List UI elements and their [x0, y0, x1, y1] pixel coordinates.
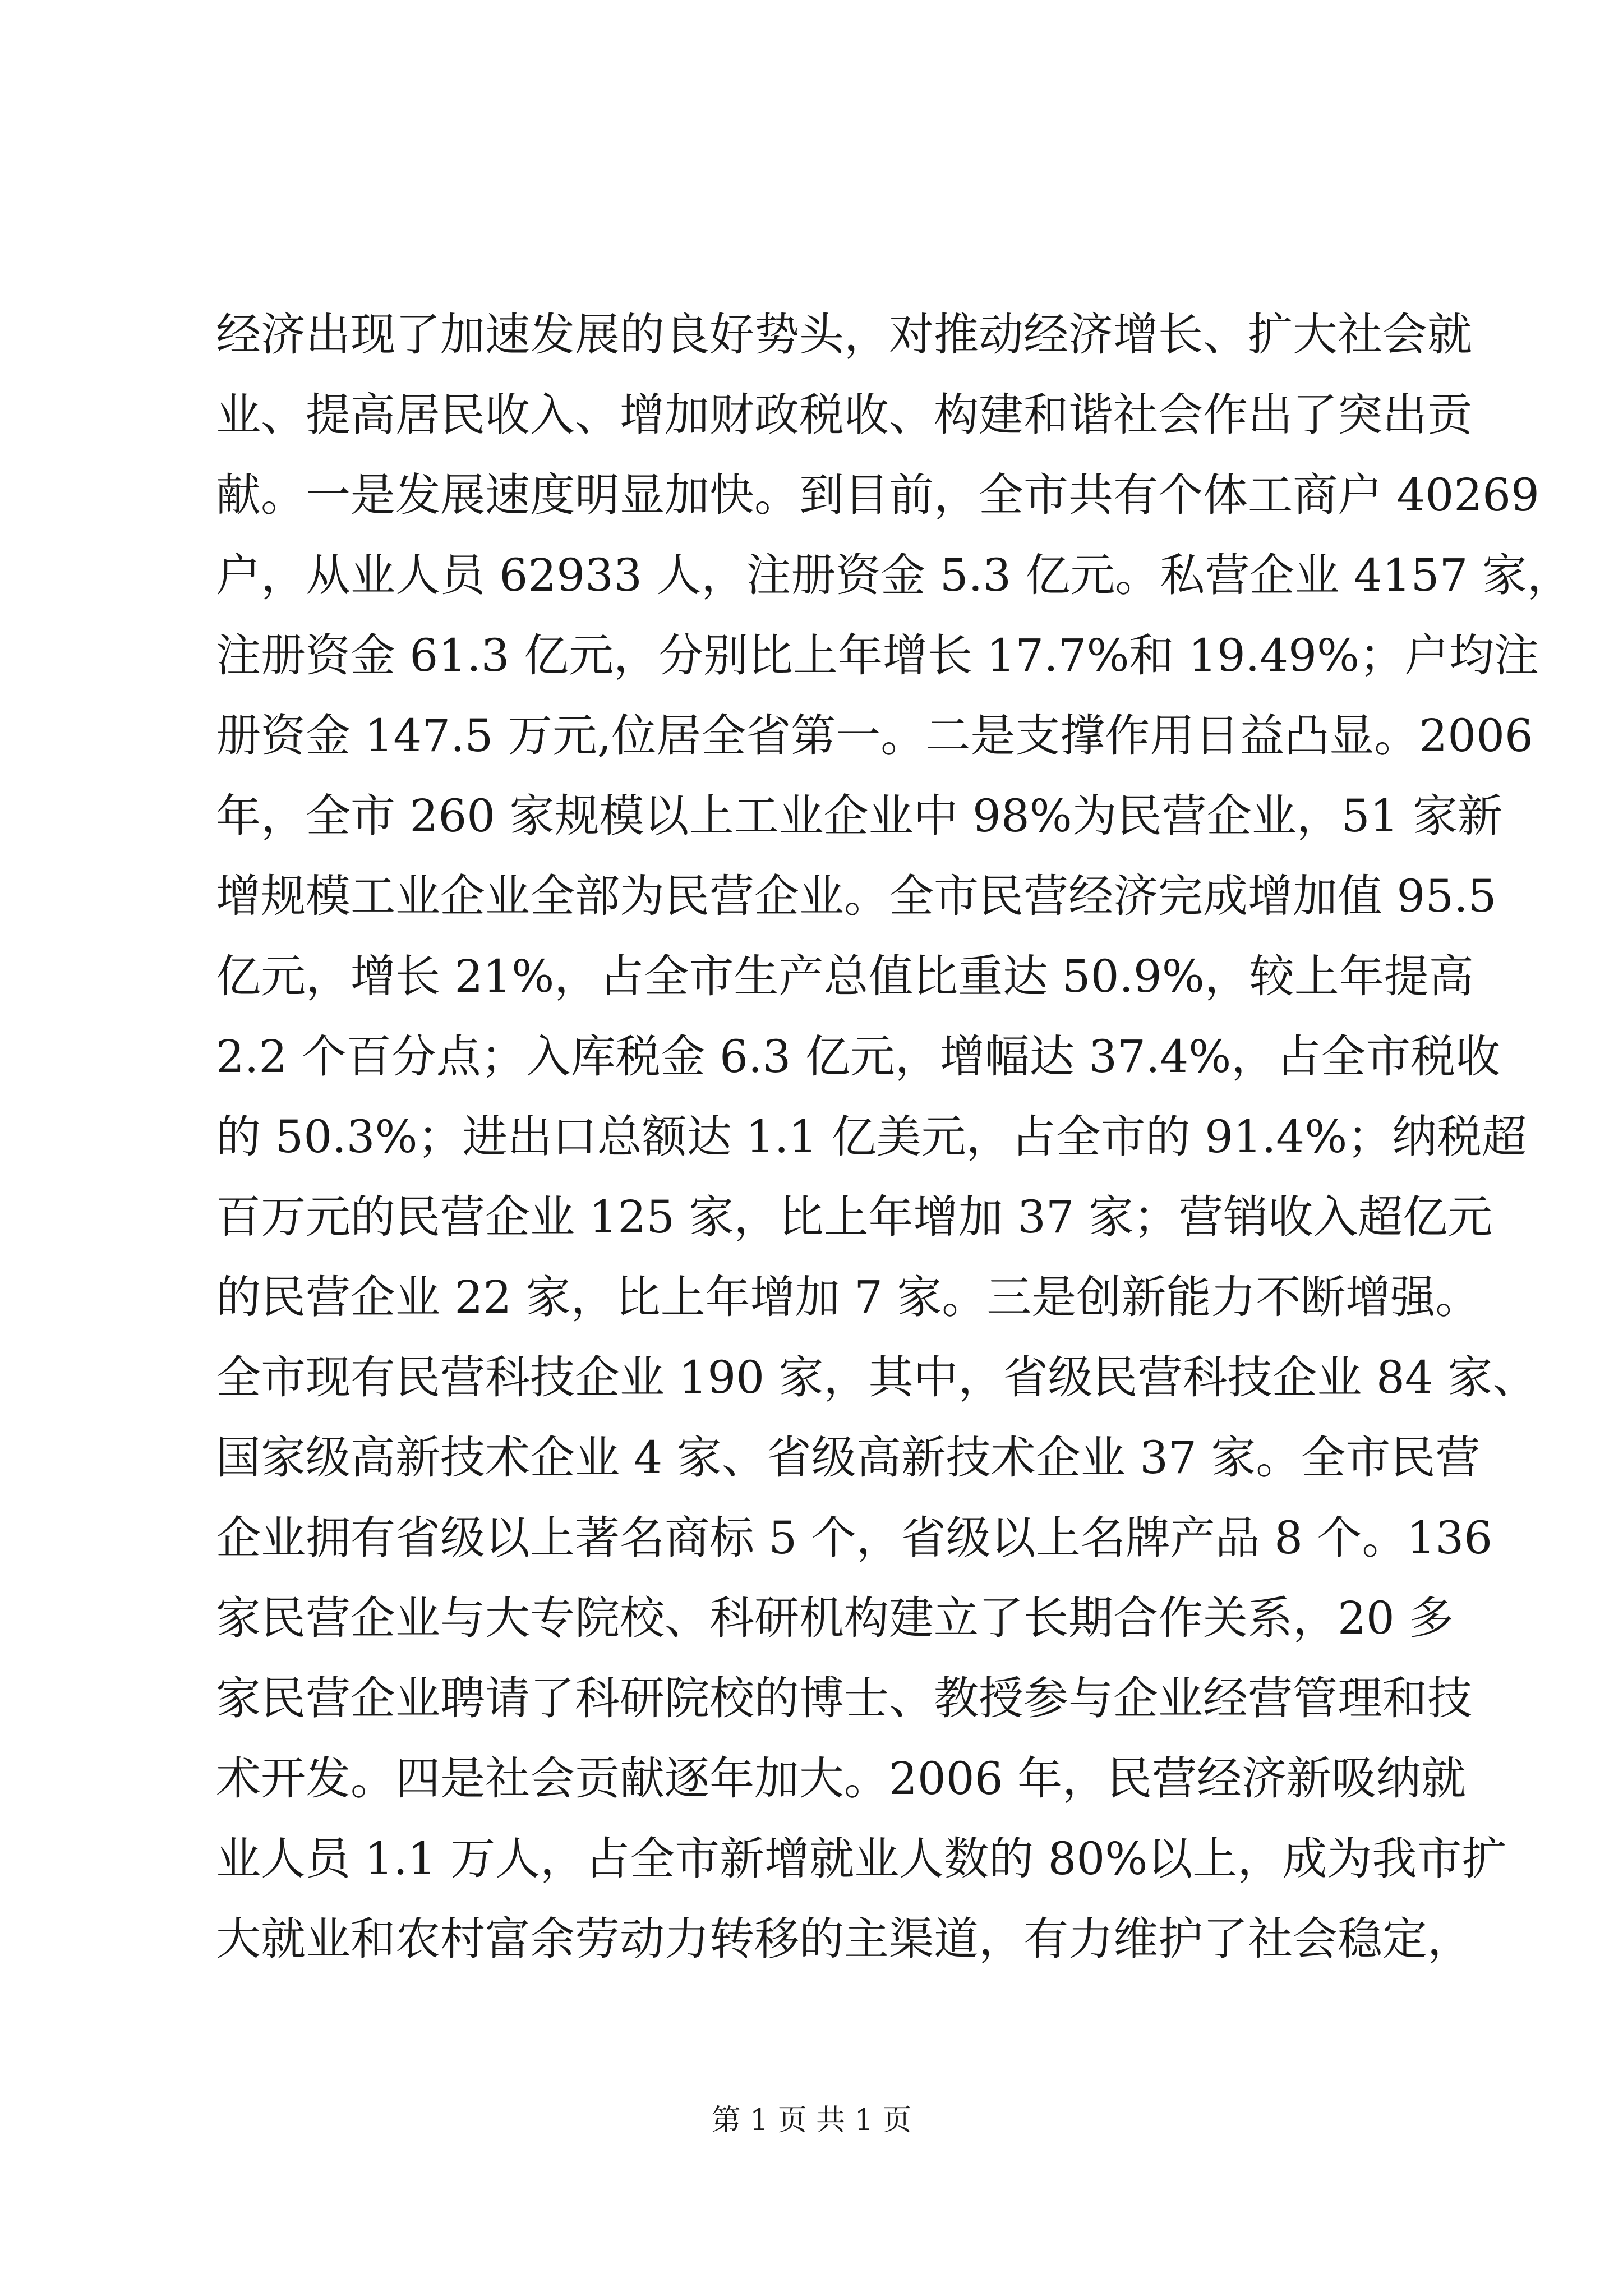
text-line: 企业拥有省级以上著名商标 5 个，省级以上名牌产品 8 个。136 — [216, 1512, 1493, 1564]
text-line: 经济出现了加速发展的良好势头，对推动经济增长、扩大社会就 — [216, 309, 1472, 361]
text-line: 的民营企业 22 家，比上年增加 7 家。三是创新能力不断增强。 — [216, 1271, 1481, 1323]
text-line: 百万元的民营企业 125 家，比上年增加 37 家；营销收入超亿元 — [216, 1191, 1493, 1243]
body-text — [216, 295, 1572, 1979]
text-line: 献。一是发展速度明显加快。到目前，全市共有个体工商户 40269 — [216, 469, 1539, 521]
text-line: 大就业和农村富余劳动力转移的主渠道，有力维护了社会稳定， — [216, 1913, 1472, 1965]
text-line: 国家级高新技术企业 4 家、省级高新技术企业 37 家。全市民营 — [216, 1432, 1481, 1484]
text-line: 全市现有民营科技企业 190 家，其中，省级民营科技企业 84 家、 — [216, 1351, 1538, 1404]
text-line: 术开发。四是社会贡献逐年加大。2006 年，民营经济新吸纳就 — [216, 1752, 1467, 1805]
text-line: 册资金 147.5 万元,位居全省第一。二是支撑作用日益凸显。2006 — [216, 710, 1533, 762]
text-line: 增规模工业企业全部为民营企业。全市民营经济完成增加值 95.5 — [216, 870, 1497, 922]
text-line: 业人员 1.1 万人，占全市新增就业人数的 80%以上，成为我市扩 — [216, 1833, 1507, 1885]
text-line: 户，从业人员 62933 人，注册资金 5.3 亿元。私营企业 4157 家， — [216, 549, 1572, 601]
text-line: 年，全市 260 家规模以上工业企业中 98%为民营企业，51 家新 — [216, 790, 1503, 842]
text-line: 2.2 个百分点；入库税金 6.3 亿元，增幅达 37.4%，占全市税收 — [216, 1030, 1501, 1083]
text-line: 注册资金 61.3 亿元，分别比上年增长 17.7%和 19.49%；户均注 — [216, 629, 1539, 682]
text-line: 亿元，增长 21%，占全市生产总值比重达 50.9%，较上年提高 — [216, 950, 1474, 1002]
text-line: 家民营企业聘请了科研院校的博士、教授参与企业经营管理和技 — [216, 1672, 1472, 1724]
page-number-label: 第 1 页 共 1 页 — [711, 2104, 912, 2137]
page-footer — [0, 2101, 1623, 2140]
text-line: 的 50.3%；进出口总额达 1.1 亿美元，占全市的 91.4%；纳税超 — [216, 1111, 1527, 1163]
text-line: 家民营企业与大专院校、科研机构建立了长期合作关系，20 多 — [216, 1592, 1454, 1644]
text-line: 业、提高居民收入、增加财政税收、构建和谐社会作出了突出贡 — [216, 389, 1472, 441]
